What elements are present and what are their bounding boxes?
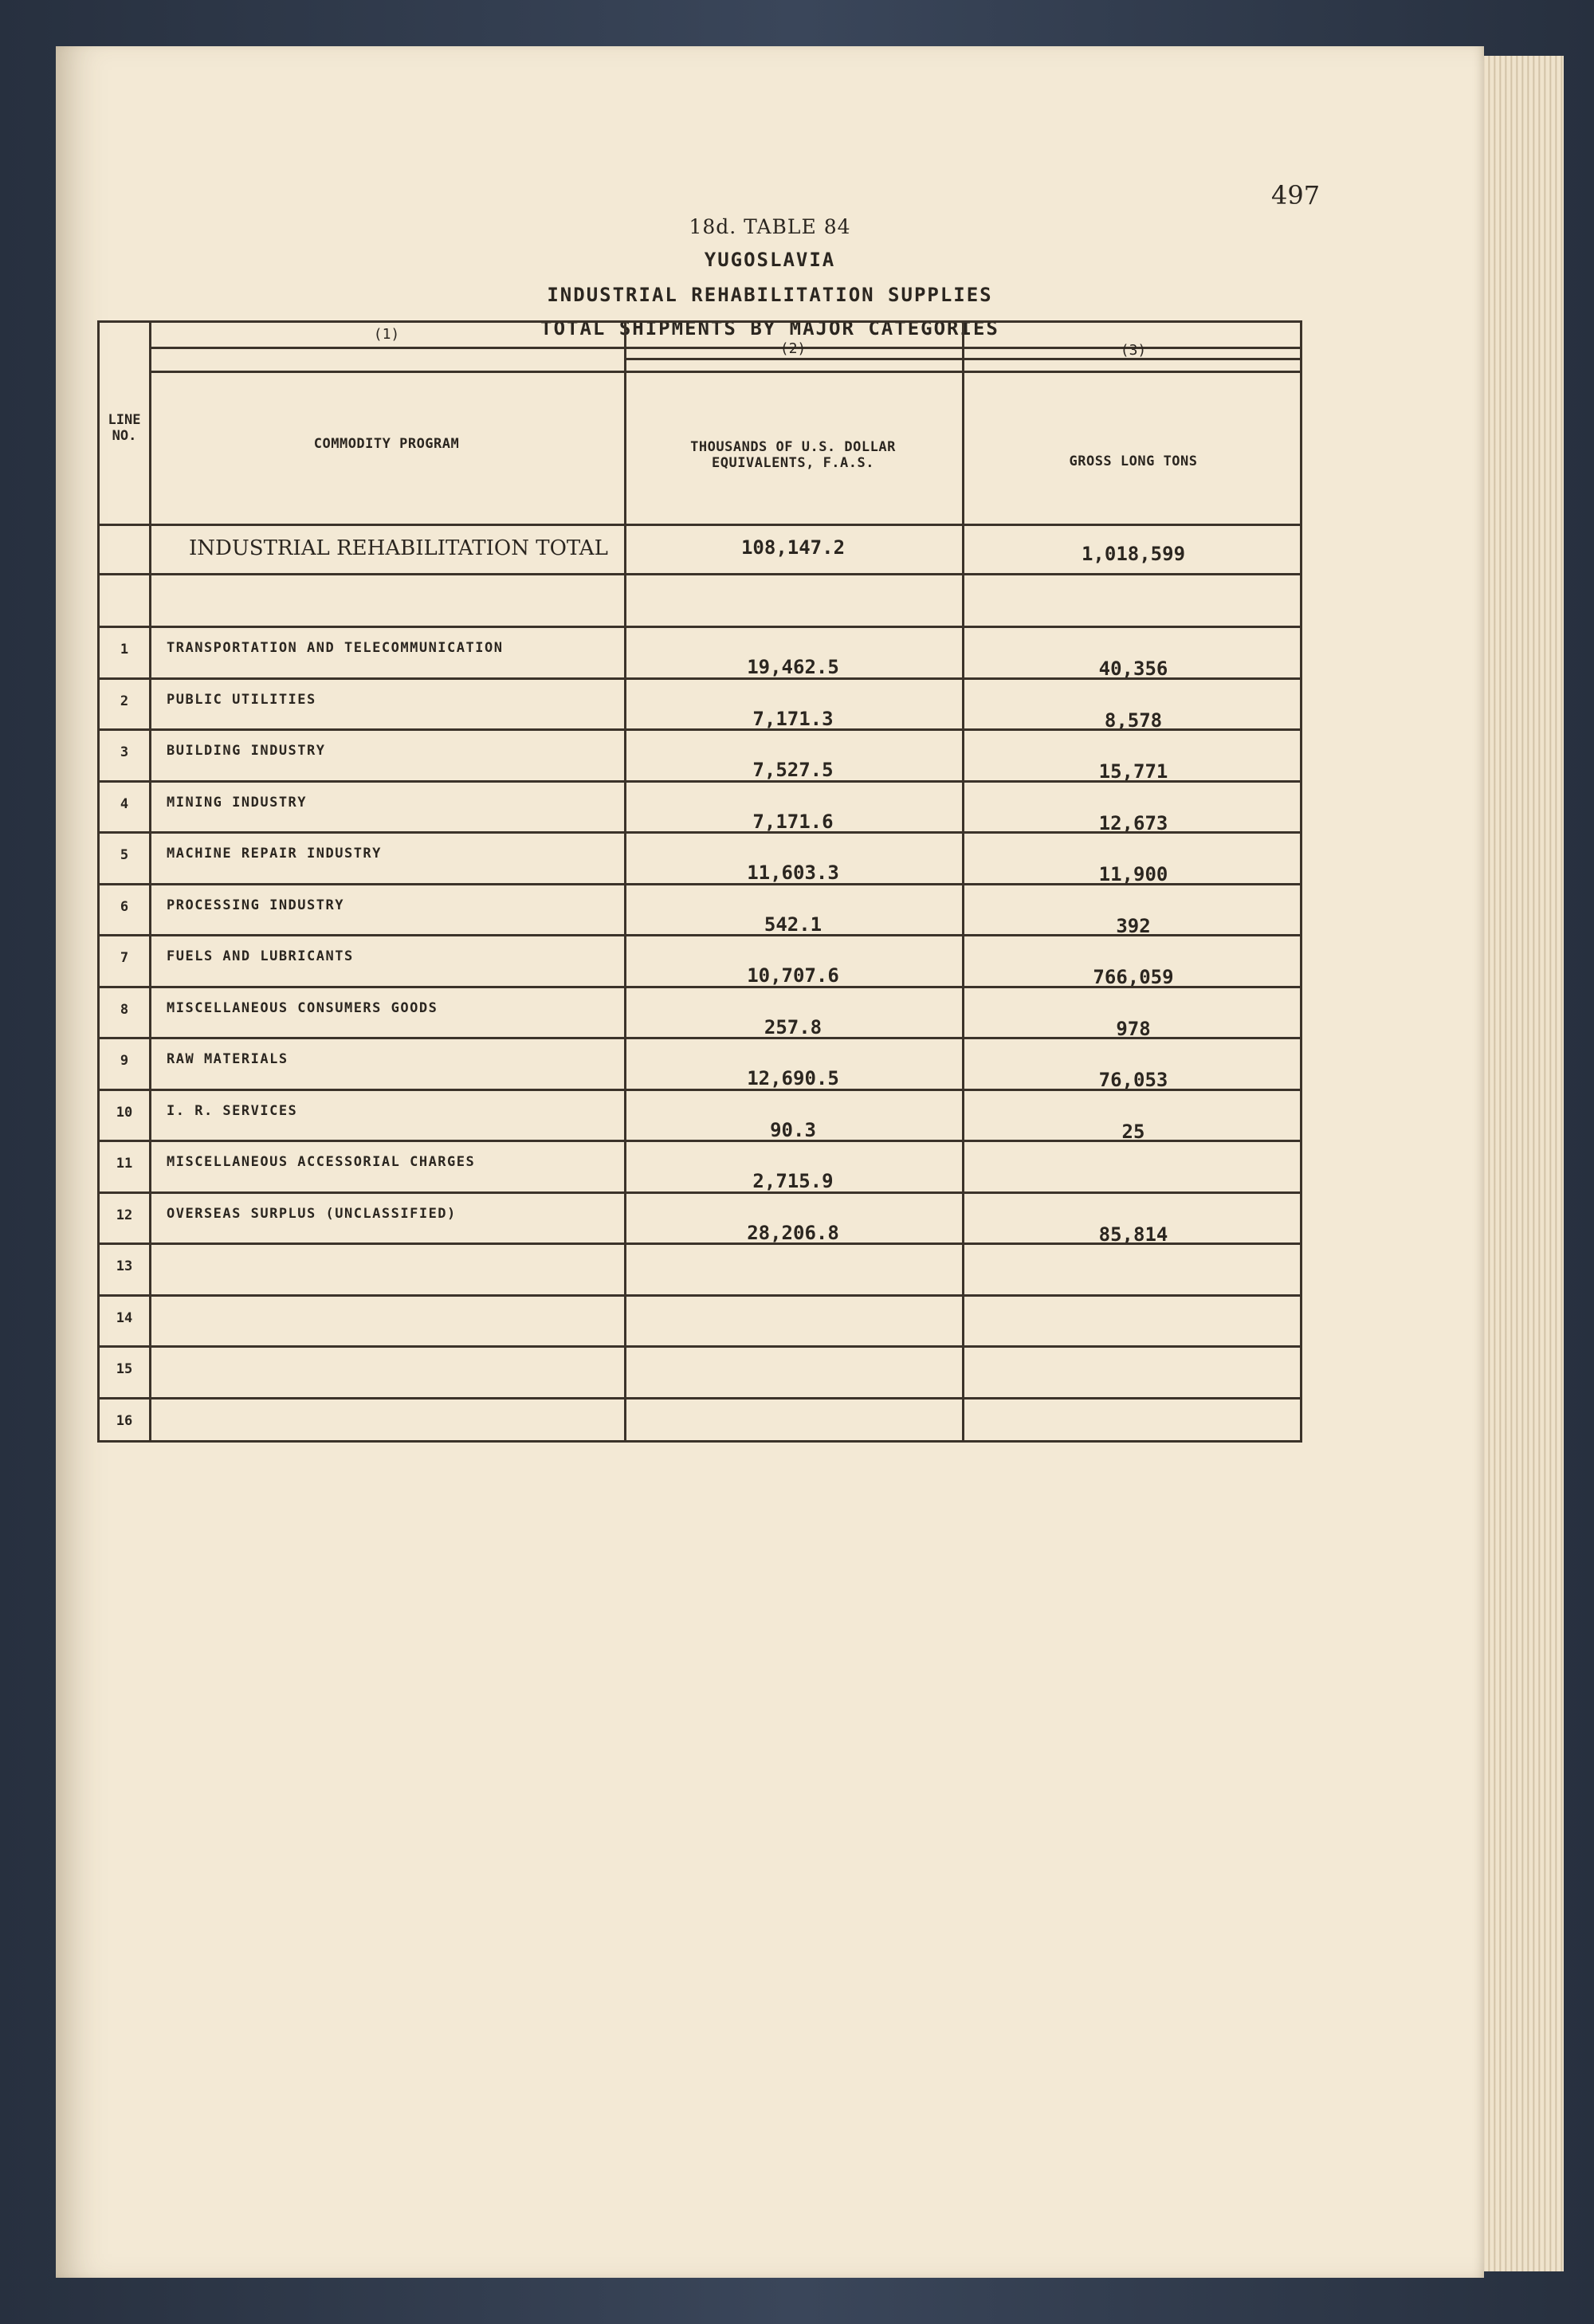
dollars-value: 28,206.8 (747, 1221, 839, 1244)
tons-value: 76,053 (1098, 1069, 1168, 1091)
tons-value: 15,771 (1098, 760, 1168, 783)
tons-value: 766,059 (1093, 966, 1174, 988)
line-number: 16 (116, 1412, 133, 1429)
tons-value: 85,814 (1098, 1223, 1168, 1246)
row-rule (100, 728, 1300, 731)
line-number: 13 (116, 1258, 133, 1274)
col2-number: (2) (779, 340, 807, 357)
line-number: 7 (120, 950, 129, 966)
line-number: 1 (120, 642, 129, 658)
commodity-program: MINING INDUSTRY (167, 794, 308, 811)
commodity-program: PROCESSING INDUSTRY (167, 897, 344, 913)
dollars-header-line2: EQUIVALENTS, F.A.S. (712, 455, 874, 471)
line-number: 4 (120, 795, 129, 812)
rule-blank-bottom (100, 626, 1300, 628)
rule-colnum-3 (149, 371, 1300, 373)
commodity-program: OVERSEAS SURPLUS (UNCLASSIFIED) (167, 1205, 457, 1222)
line-number: 14 (116, 1309, 133, 1326)
dollars-header-line1: THOUSANDS OF U.S. DOLLAR (690, 439, 896, 455)
row-rule (100, 780, 1300, 783)
row-rule (100, 1397, 1300, 1400)
commodity-program: BUILDING INDUSTRY (167, 743, 326, 759)
dollars-value: 12,690.5 (747, 1067, 839, 1089)
line-no-label-1: LINE (108, 412, 141, 428)
tons-value: 12,673 (1098, 811, 1168, 834)
tons-value: 25 (1121, 1120, 1145, 1143)
tons-value: 8,578 (1104, 709, 1163, 732)
dollars-value: 7,171.3 (752, 707, 834, 730)
col1-number: (1) (373, 326, 400, 343)
commodity-program: FUELS AND LUBRICANTS (167, 948, 354, 964)
row-rule (100, 1191, 1300, 1194)
dollars-header (624, 439, 962, 471)
rule-header-bottom (100, 524, 1300, 526)
col3-number: (3) (1120, 342, 1147, 359)
row-rule (100, 1242, 1300, 1245)
commodity-program: RAW MATERIALS (167, 1051, 289, 1067)
row-rule (100, 1140, 1300, 1142)
dollars-value: 7,171.6 (752, 810, 834, 833)
tons-value: 978 (1116, 1017, 1151, 1040)
total-label: INDUSTRIAL REHABILITATION TOTAL (189, 536, 608, 560)
tons-value: 392 (1116, 914, 1151, 937)
line-no-header (100, 412, 149, 444)
book-page (56, 46, 1484, 2278)
line-number: 3 (120, 744, 129, 760)
dollars-value: 7,527.5 (752, 759, 834, 781)
tons-value: 11,900 (1098, 863, 1168, 885)
dollars-value: 257.8 (764, 1015, 823, 1038)
line-number: 9 (120, 1053, 129, 1069)
row-rule (100, 986, 1300, 988)
table-reference: 18d. TABLE 84 (689, 215, 851, 238)
line-no-label-2: NO. (112, 428, 137, 444)
row-rule (100, 1037, 1300, 1039)
dollars-value: 10,707.6 (747, 964, 839, 987)
row-rule (100, 677, 1300, 680)
dollars-value: 2,715.9 (752, 1170, 834, 1192)
country-title: YUGOSLAVIA (704, 249, 836, 271)
commodity-program: MISCELLANEOUS CONSUMERS GOODS (167, 999, 438, 1016)
commodity-program-header: COMMODITY PROGRAM (313, 436, 460, 452)
total-tons: 1,018,599 (1081, 543, 1186, 565)
row-rule (100, 1294, 1300, 1297)
line-number: 12 (116, 1207, 133, 1223)
line-number: 6 (120, 898, 129, 915)
commodity-program: MISCELLANEOUS ACCESSORIAL CHARGES (167, 1154, 476, 1170)
dollars-value: 11,603.3 (747, 862, 839, 884)
rule-colnum-2 (624, 358, 1300, 360)
table-title-line2: TOTAL SHIPMENTS BY MAJOR CATEGORIES (540, 317, 999, 340)
row-rule (100, 1089, 1300, 1091)
line-number: 2 (120, 693, 129, 709)
row-rule (100, 883, 1300, 885)
line-number: 8 (120, 1001, 129, 1018)
commodity-program: I. R. SERVICES (167, 1102, 298, 1119)
shipments-table (97, 320, 1302, 1443)
rule-v1 (149, 323, 151, 1440)
row-rule (100, 1345, 1300, 1348)
tons-header: GROSS LONG TONS (1069, 453, 1198, 469)
dollars-value: 542.1 (764, 913, 823, 936)
line-number: 10 (116, 1104, 133, 1121)
line-number: 15 (116, 1361, 133, 1377)
page-number: 497 (1271, 180, 1321, 210)
rule-total-bottom (100, 573, 1300, 575)
commodity-program: TRANSPORTATION AND TELECOMMUNICATION (167, 640, 504, 656)
table-title-line1: INDUSTRIAL REHABILITATION SUPPLIES (547, 284, 993, 306)
line-number: 11 (116, 1156, 133, 1172)
dollars-value: 19,462.5 (747, 656, 839, 678)
commodity-program: PUBLIC UTILITIES (167, 691, 316, 708)
commodity-program: MACHINE REPAIR INDUSTRY (167, 846, 382, 862)
total-dollars: 108,147.2 (740, 536, 846, 559)
row-rule (100, 831, 1300, 834)
line-number: 5 (120, 847, 129, 863)
tons-value: 40,356 (1098, 658, 1168, 680)
dollars-value: 90.3 (770, 1118, 816, 1141)
row-rule (100, 934, 1300, 936)
